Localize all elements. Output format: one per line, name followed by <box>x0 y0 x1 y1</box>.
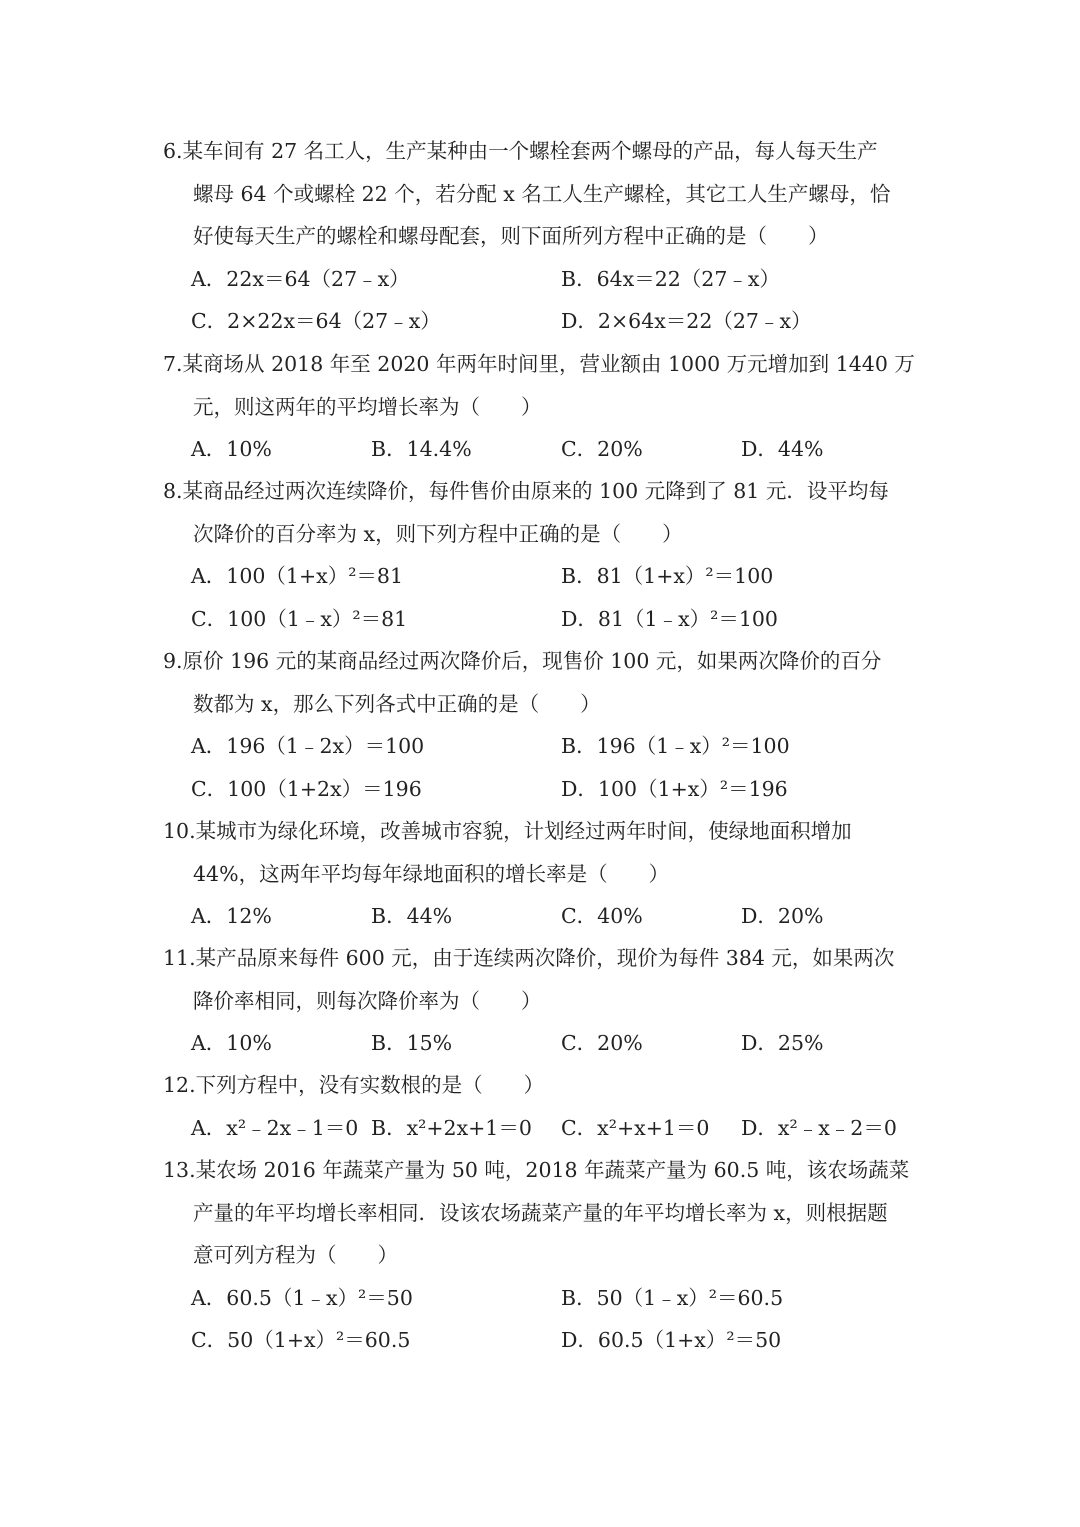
option-d[interactable]: D．x²﹣x﹣2＝0 <box>741 1115 897 1140</box>
question-7-stem-line-1: 7.某商场从 2018 年至 2020 年两年时间里，营业额由 1000 万元增加到 1440 万 <box>163 352 915 376</box>
options-row <box>163 1022 923 1065</box>
question-13-stem-line-1: 13.某农场 2016 年蔬菜产量为 50 吨，2018 年蔬菜产量为 60.5 吨，该农场蔬菜 <box>163 1158 910 1182</box>
option-d[interactable]: D．81（1﹣x）²＝100 <box>561 606 778 631</box>
question-number: 12. <box>163 1073 196 1097</box>
question-6-stem-line-2: 螺母 64 个或螺栓 22 个，若分配 x 名工人生产螺栓，其它工人生产螺母，恰 <box>193 181 891 206</box>
question-11-stem-line-1: 11.某产品原来每件 600 元，由于连续两次降价，现价为每件 384 元，如果两次 <box>163 946 895 970</box>
option-b[interactable]: B．81（1+x）²＝100 <box>561 564 774 588</box>
option-b[interactable]: B．15% <box>371 1031 453 1055</box>
option-c[interactable]: C．2×22x＝64（27﹣x） <box>191 309 441 333</box>
options-row <box>163 300 923 343</box>
options-row <box>163 555 923 598</box>
question-11 <box>163 937 923 1065</box>
question-9-stem-line-2: 数都为 x，那么下列各式中正确的是（ ） <box>193 691 601 716</box>
question-13 <box>163 1149 923 1362</box>
options-row <box>163 895 923 938</box>
option-a[interactable]: A．x²﹣2x﹣1＝0 <box>191 1115 359 1140</box>
question-10 <box>163 810 923 938</box>
option-b[interactable]: B．14.4% <box>371 437 472 461</box>
question-number: 10. <box>163 819 196 843</box>
options-row <box>163 768 923 811</box>
options-row <box>163 725 923 768</box>
question-number: 11. <box>163 946 196 970</box>
option-d[interactable]: D．44% <box>741 437 824 461</box>
question-6-stem-line-3: 好使每天生产的螺栓和螺母配套，则下面所列方程中正确的是（ ） <box>193 224 829 248</box>
question-8-stem-line-1: 8.某商品经过两次连续降价，每件售价由原来的 100 元降到了 81 元．设平均每 <box>163 479 889 503</box>
options-row <box>163 1107 923 1150</box>
option-a[interactable]: A．22x＝64（27﹣x） <box>191 266 410 291</box>
option-d[interactable]: D．25% <box>741 1031 824 1055</box>
option-c[interactable]: C．20% <box>561 437 643 461</box>
options-row <box>163 258 923 301</box>
question-12 <box>163 1064 923 1149</box>
question-10-stem-line-1: 10.某城市为绿化环境，改善城市容貌，计划经过两年时间，使绿地面积增加 <box>163 819 852 843</box>
option-c[interactable]: C．20% <box>561 1031 643 1055</box>
option-d[interactable]: D．20% <box>741 904 824 928</box>
option-a[interactable]: A．12% <box>191 904 272 928</box>
question-9 <box>163 640 923 810</box>
question-9-stem-line-1: 9.原价 196 元的某商品经过两次降价后，现售价 100 元，如果两次降价的百分 <box>163 649 882 673</box>
option-b[interactable]: B．x²+2x+1＝0 <box>371 1115 532 1140</box>
question-number: 13. <box>163 1158 196 1182</box>
option-a[interactable]: A．100（1+x）²＝81 <box>191 564 404 588</box>
question-12-stem-line-1: 12.下列方程中，没有实数根的是（ ） <box>163 1073 545 1097</box>
option-b[interactable]: B．44% <box>371 904 453 928</box>
question-6 <box>163 130 923 343</box>
question-6-stem-line-1: 6.某车间有 27 名工人，生产某种由一个螺栓套两个螺母的产品，每人每天生产 <box>163 139 878 163</box>
option-a[interactable]: A．196（1﹣2x）＝100 <box>191 734 425 758</box>
option-a[interactable]: A．60.5（1﹣x）²＝50 <box>191 1285 413 1310</box>
question-13-stem-line-2: 产量的年平均增长率相同．设该农场蔬菜产量的年平均增长率为 x，则根据题 <box>193 1200 888 1225</box>
option-c[interactable]: C．40% <box>561 904 643 928</box>
question-10-stem-line-2: 44%，这两年平均每年绿地面积的增长率是（ ） <box>193 861 670 886</box>
option-a[interactable]: A．10% <box>191 437 272 461</box>
options-row <box>163 1319 923 1362</box>
question-number: 9. <box>163 649 183 673</box>
options-row <box>163 598 923 641</box>
question-8 <box>163 470 923 640</box>
option-a[interactable]: A．10% <box>191 1031 272 1055</box>
question-7-stem-line-2: 元，则这两年的平均增长率为（ ） <box>193 394 542 419</box>
option-c[interactable]: C．x²+x+1＝0 <box>561 1115 710 1140</box>
option-c[interactable]: C．50（1+x）²＝60.5 <box>191 1328 411 1352</box>
question-number: 8. <box>163 479 183 503</box>
question-11-stem-line-2: 降价率相同，则每次降价率为（ ） <box>193 988 542 1013</box>
option-b[interactable]: B．50（1﹣x）²＝60.5 <box>561 1285 784 1310</box>
option-b[interactable]: B．64x＝22（27﹣x） <box>561 266 780 291</box>
option-d[interactable]: D．100（1+x）²＝196 <box>561 776 788 801</box>
question-8-stem-line-2: 次降价的百分率为 x，则下列方程中正确的是（ ） <box>193 521 683 546</box>
question-7 <box>163 343 923 471</box>
options-row <box>163 428 923 471</box>
options-row <box>163 1277 923 1320</box>
option-c[interactable]: C．100（1+2x）＝196 <box>191 776 422 801</box>
question-number: 7. <box>163 352 183 376</box>
question-13-stem-line-3: 意可列方程为（ ） <box>193 1243 398 1267</box>
option-d[interactable]: D．2×64x＝22（27﹣x） <box>561 309 812 333</box>
question-number: 6. <box>163 139 183 163</box>
option-b[interactable]: B．196（1﹣x）²＝100 <box>561 734 790 758</box>
option-c[interactable]: C．100（1﹣x）²＝81 <box>191 606 408 631</box>
option-d[interactable]: D．60.5（1+x）²＝50 <box>561 1328 782 1352</box>
